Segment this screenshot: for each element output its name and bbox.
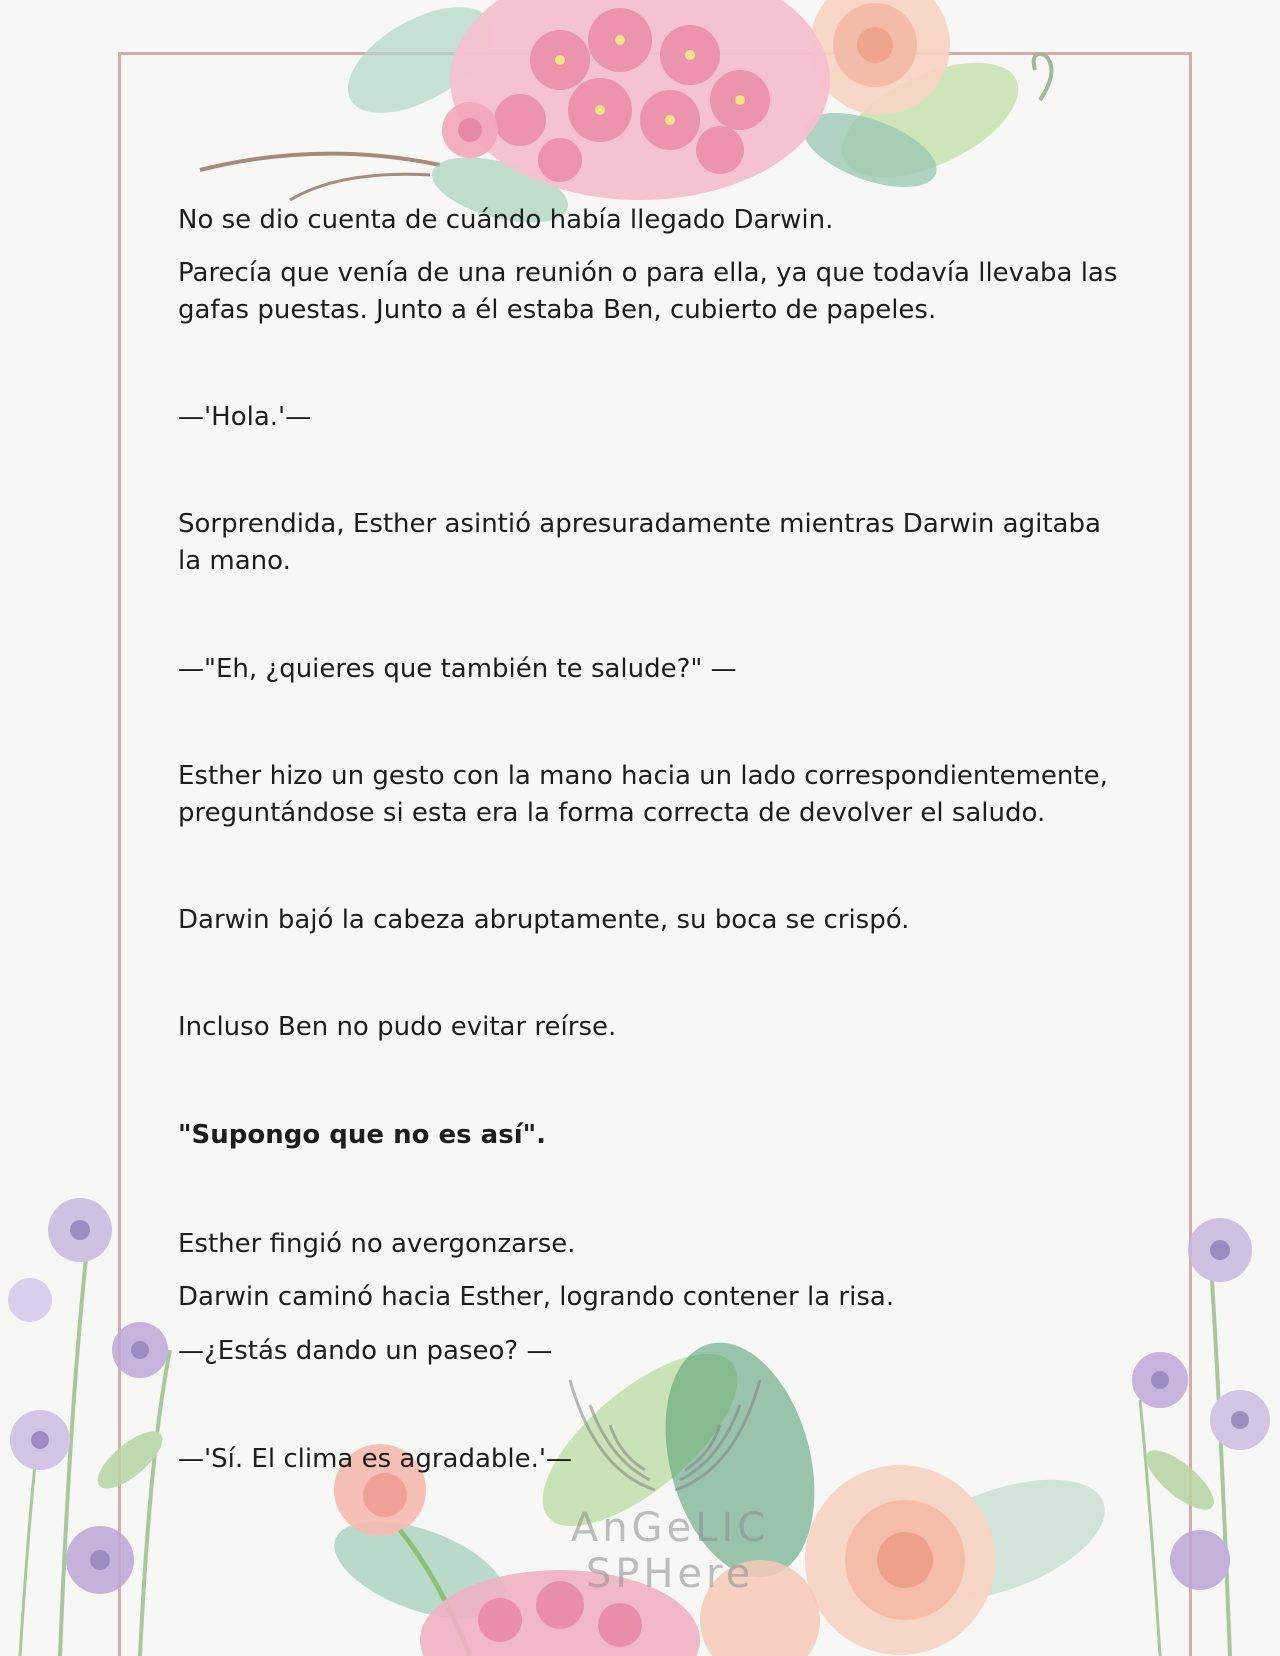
dialogue-line: —'Hola.'— bbox=[178, 402, 312, 432]
paragraph: Incluso Ben no pudo evitar reírse. bbox=[178, 1012, 617, 1042]
paragraph: Parecía que venía de una reunión o para ella, ya que todavía llevaba las gafas puestas. Junto a él estaba Ben, cubierto de papeles. bbox=[178, 258, 1118, 325]
paragraph: Esther fingió no avergonzarse. bbox=[178, 1229, 576, 1259]
dialogue-line: —"Eh, ¿quieres que también te salude?" — bbox=[178, 654, 737, 684]
paragraph: Darwin bajó la cabeza abruptamente, su boca se crispó. bbox=[178, 905, 910, 935]
angel-wings-logo bbox=[555, 1370, 775, 1500]
dialogue-line: —¿Estás dando un paseo? — bbox=[178, 1336, 553, 1366]
bold-dialogue-line: "Supongo que no es así". bbox=[178, 1120, 547, 1150]
paragraph: Darwin caminó hacia Esther, logrando contener la risa. bbox=[178, 1282, 895, 1312]
watermark-text: AnGeLIC SPHere bbox=[570, 1505, 770, 1597]
paragraph: No se dio cuenta de cuándo había llegado Darwin. bbox=[178, 205, 834, 235]
paragraph: Sorprendida, Esther asintió apresuradamente mientras Darwin agitaba la mano. bbox=[178, 509, 1101, 576]
paragraph: Esther hizo un gesto con la mano hacia un lado correspondientemente, preguntándose si esta era la forma correcta de devolver el saludo. bbox=[178, 761, 1108, 828]
dialogue-line: —'Sí. El clima es agradable.'— bbox=[178, 1444, 573, 1474]
